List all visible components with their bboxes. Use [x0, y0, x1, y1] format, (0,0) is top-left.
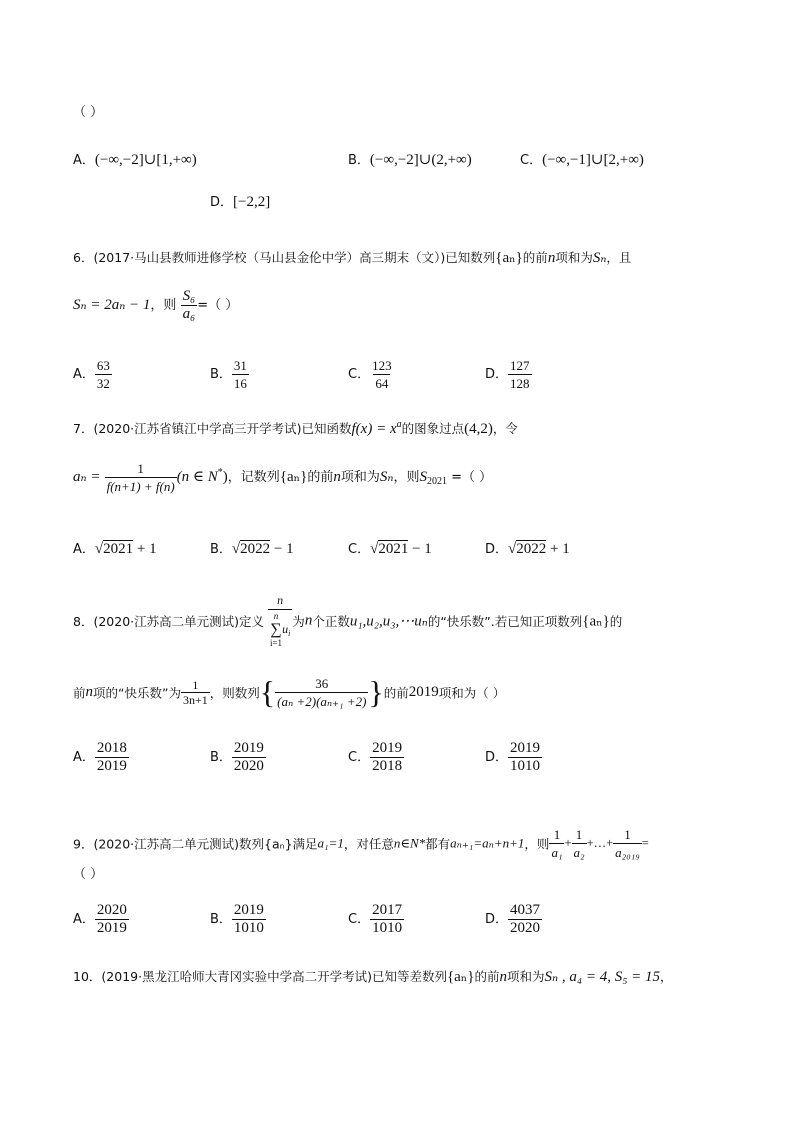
- q8-text2: 个正数: [312, 614, 350, 629]
- frac-num: 2017: [372, 902, 403, 918]
- q6-option-d: [485, 357, 532, 392]
- q6-ratio: [181, 288, 198, 323]
- frac-den: [268, 609, 292, 650]
- option-label: C．: [348, 912, 371, 927]
- option-label: D．: [485, 542, 509, 557]
- q5-option-c: [520, 149, 644, 169]
- frac-den: 2018: [372, 758, 403, 774]
- q6-source: 6．(2017·马山县教师进修学校（马山县金伦中学）高三期末（文）)已知数列: [73, 250, 496, 265]
- frac-den: 1010: [233, 920, 264, 936]
- option-frac: [232, 740, 266, 775]
- frac-num: 2018: [96, 740, 127, 756]
- q8-list: u₁,u₂,u₃,⋯uₙ: [349, 613, 428, 630]
- q9-eq: =: [641, 836, 649, 850]
- q10-text1: 的前: [474, 969, 500, 984]
- option-label: A．: [73, 750, 95, 765]
- right-brace: }: [368, 674, 384, 710]
- q8-text3: 的“快乐数”.若已知正项数列: [427, 614, 583, 629]
- option-label: B．: [210, 912, 232, 927]
- radicand: 2022: [240, 541, 271, 557]
- frac-den: a₂: [573, 845, 585, 860]
- q8-seq-frac: [275, 675, 368, 710]
- q8-n: n: [304, 612, 313, 629]
- radicand: 2021: [103, 541, 134, 557]
- option-rest: − 1: [270, 541, 294, 557]
- option-rest: + 1: [546, 541, 570, 557]
- q9-option-d: [485, 902, 542, 937]
- sqrt-sign: √: [94, 541, 104, 557]
- q8-line2-e: 项和为（ ）: [438, 685, 506, 701]
- q8-stem-line2: [73, 674, 505, 711]
- q6-n: n: [547, 250, 556, 266]
- q6-blank: =（ ）: [197, 298, 239, 313]
- q7-text4: 项和为: [340, 470, 380, 485]
- q7-cond-close: ): [222, 469, 228, 485]
- option-label: D．: [485, 912, 509, 927]
- q9-text3: ，则: [524, 836, 550, 852]
- q6-text2: 项和为: [555, 250, 593, 265]
- q7-option-b: [210, 538, 294, 558]
- q9-option-a: [73, 902, 129, 937]
- sum-symbol: ∑: [270, 621, 282, 638]
- q7-stem-line1: [73, 419, 518, 438]
- q10-n: n: [499, 969, 508, 985]
- option-frac: [232, 902, 266, 937]
- q9-frac-1: [549, 826, 564, 861]
- q6-text3: ，则: [150, 298, 177, 313]
- q7-source: 7．(2020·江苏省镇江中学高三开学考试)已知函数: [73, 421, 352, 436]
- q9-option-b: [210, 902, 266, 937]
- option-frac: [95, 902, 129, 937]
- q5-option-d: [210, 191, 270, 211]
- option-frac: [232, 357, 249, 392]
- q6-option-c: [348, 357, 394, 392]
- q8-line2-d: 的前: [383, 685, 409, 701]
- q9-text2: 都有: [425, 836, 451, 852]
- frac-den: 1010: [372, 920, 403, 936]
- option-value: (−∞,−2]∪[1,+∞): [94, 152, 197, 168]
- frac-num: 2019: [233, 902, 264, 918]
- frac-num: 2020: [96, 902, 127, 918]
- frac-num: 1: [192, 678, 199, 692]
- q7-s2021: S: [419, 469, 427, 485]
- option-frac: [95, 740, 129, 775]
- q9-option-c: [348, 902, 404, 937]
- frac-den: 64: [375, 376, 389, 391]
- q9-plus: +: [564, 836, 572, 850]
- option-label: B．: [210, 750, 232, 765]
- q7-text5: ，则: [393, 470, 420, 485]
- q8-count: 2019: [408, 684, 439, 700]
- q9-cond: n∈N*: [393, 835, 426, 851]
- option-rest: + 1: [133, 541, 157, 557]
- option-label: A．: [73, 367, 95, 382]
- q9-source: 9．(2020·江苏高二单元测试)数列{aₙ}满足: [73, 836, 318, 852]
- q10-stem-line1: [73, 967, 673, 986]
- q10-seq: {aₙ}: [446, 969, 475, 985]
- q7-frac: [105, 460, 177, 495]
- option-label: C．: [348, 542, 371, 557]
- q9-stem-line1: [73, 826, 649, 861]
- q7-cond-sup: *: [217, 467, 223, 478]
- option-frac: [370, 902, 404, 937]
- q8-option-d: [485, 740, 542, 775]
- q6-stem-line1: [73, 248, 631, 267]
- sqrt-sign: √: [370, 541, 379, 557]
- frac-num: 2019: [510, 740, 541, 756]
- frac-den: 2020: [510, 920, 541, 936]
- q8-stem-line1: [73, 592, 622, 650]
- option-label: C．: [520, 153, 543, 168]
- option-label: A．: [73, 912, 95, 927]
- option-value: [−2,2]: [233, 194, 271, 210]
- q8-line2-a: 前: [73, 685, 86, 701]
- frac-den: (aₙ +2)(aₙ₊₁ +2): [277, 694, 367, 709]
- frac-num: 2019: [372, 740, 403, 756]
- option-frac: [370, 357, 394, 392]
- q7-stem-line2: [73, 460, 492, 495]
- sum-sub: i: [288, 628, 291, 638]
- q7-func: f(x) = x: [351, 421, 397, 437]
- frac-den: a₁: [551, 845, 563, 860]
- frac-den: 1010: [510, 758, 541, 774]
- q7-text: 的图象过点: [401, 421, 465, 436]
- frac-num: 1: [553, 827, 561, 842]
- q7-text2: ，记数列: [227, 470, 280, 485]
- q8-seq: {aₙ}: [582, 613, 610, 630]
- q7-tail: ，令: [492, 421, 518, 436]
- q7-n: n: [333, 469, 341, 485]
- frac-num: 1: [137, 461, 144, 476]
- option-frac: [95, 357, 112, 392]
- q7-option-a: [73, 538, 157, 558]
- q8-definition-frac: [268, 592, 292, 650]
- q7-option-d: [485, 538, 570, 558]
- option-value: (−∞,−1]∪[2,+∞): [542, 152, 644, 168]
- option-frac: [370, 740, 404, 775]
- sqrt-sign: √: [231, 541, 241, 557]
- frac-den: 2019: [96, 920, 127, 936]
- q10-tail: ，: [660, 969, 673, 984]
- option-label: A．: [73, 542, 95, 557]
- q6-text: 的前: [522, 250, 548, 265]
- q7-cond: (n ∈ N: [176, 469, 218, 485]
- option-label: B．: [210, 542, 232, 557]
- option-label: B．: [210, 367, 232, 382]
- q8-line2-b: 项的“快乐数”为: [93, 685, 181, 701]
- q6-sn: Sₙ: [592, 250, 607, 266]
- q9-recurrence: aₙ₊₁=aₙ+n+1: [450, 835, 525, 851]
- q7-point: (4,2): [464, 421, 493, 437]
- q7-text3: 的前: [307, 470, 334, 485]
- q6-option-b: [210, 357, 249, 392]
- option-frac: [508, 357, 532, 392]
- q10-text2: 项和为: [507, 969, 545, 984]
- left-brace: {: [259, 674, 276, 710]
- frac-num: 36: [315, 676, 329, 691]
- frac-num: 1: [575, 827, 583, 842]
- q10-cond: Sₙ , a₄ = 4, S₅ = 15: [544, 969, 661, 985]
- frac-num: 127: [510, 358, 530, 373]
- q8-source: 8．(2020·江苏高二单元测试)定义: [73, 614, 264, 629]
- q8-line2-c: ，则数列: [209, 685, 260, 701]
- frac-den: 16: [233, 376, 247, 391]
- sum-body: u: [282, 621, 289, 636]
- q8-option-b: [210, 740, 266, 775]
- q6-stem-line2: [73, 288, 238, 323]
- frac-num: 4037: [510, 902, 541, 918]
- q9-frac-3: [613, 826, 642, 861]
- frac-den: a₆: [182, 306, 196, 322]
- q6-eq: Sₙ = 2aₙ − 1: [73, 297, 151, 313]
- q7-sn: Sₙ: [379, 469, 394, 485]
- q8-happy-frac: [181, 678, 210, 707]
- option-label: C．: [348, 367, 371, 382]
- option-label: D．: [485, 750, 509, 765]
- q9-init: a₁=1: [317, 835, 344, 851]
- frac-num: n: [277, 593, 284, 607]
- q5-option-b: [348, 149, 472, 169]
- option-frac: [508, 902, 542, 937]
- q6-option-a: [73, 357, 112, 392]
- q7-exp: a: [396, 419, 402, 430]
- frac-num: 2019: [233, 740, 264, 756]
- sum-upper: n: [273, 611, 279, 621]
- q5-option-a: [73, 149, 197, 169]
- q6-seq: {aₙ}: [495, 250, 523, 266]
- q7-blank: =（ ）: [447, 470, 493, 485]
- frac-den: 2019: [96, 758, 127, 774]
- option-value: (−∞,−2]∪(2,+∞): [369, 152, 472, 168]
- q8-line2-n: n: [85, 684, 94, 700]
- q7-seq: {aₙ}: [279, 469, 308, 485]
- option-label: D．: [210, 195, 234, 210]
- frac-num: 63: [96, 358, 110, 373]
- frac-num: S₆: [182, 288, 196, 304]
- option-rest: − 1: [408, 541, 432, 557]
- q9-answer-blank: （ ）: [73, 867, 104, 882]
- q8-text4: 的: [609, 614, 623, 629]
- option-frac: [508, 740, 542, 775]
- q8-text1: 为: [292, 614, 305, 629]
- frac-num: 31: [233, 358, 247, 373]
- frac-num: 123: [372, 358, 392, 373]
- q9-dots: +…+: [586, 836, 614, 850]
- frac-den: 128: [510, 376, 530, 391]
- option-label: B．: [348, 153, 370, 168]
- q9-frac-2: [572, 826, 587, 861]
- q7-an: aₙ =: [73, 469, 101, 485]
- q5-answer-blank: （ ）: [73, 105, 104, 120]
- sum-lower: i=1: [269, 638, 283, 648]
- frac-den: 2020: [233, 758, 264, 774]
- q7-s2021-sub: 2021: [427, 476, 447, 487]
- option-label: D．: [485, 367, 509, 382]
- q6-tail: ，且: [606, 250, 632, 265]
- frac-den: 3n+1: [182, 693, 208, 707]
- q9-text1: ，对任意: [343, 836, 394, 852]
- radicand: 2022: [516, 541, 547, 557]
- q7-option-c: [348, 538, 432, 558]
- sum-expression: [270, 610, 282, 650]
- frac-den: 32: [96, 376, 110, 391]
- frac-den: a₂₀₁₉: [615, 845, 640, 860]
- sqrt-sign: √: [508, 541, 517, 557]
- radicand: 2021: [378, 541, 409, 557]
- option-label: A．: [73, 153, 95, 168]
- q8-option-a: [73, 740, 129, 775]
- q10-source: 10．(2019·黑龙江哈师大青冈实验中学高二开学考试)已知等差数列: [73, 969, 447, 984]
- option-label: C．: [348, 750, 371, 765]
- frac-num: 1: [624, 827, 631, 842]
- q8-option-c: [348, 740, 404, 775]
- frac-den: f(n+1) + f(n): [106, 479, 175, 494]
